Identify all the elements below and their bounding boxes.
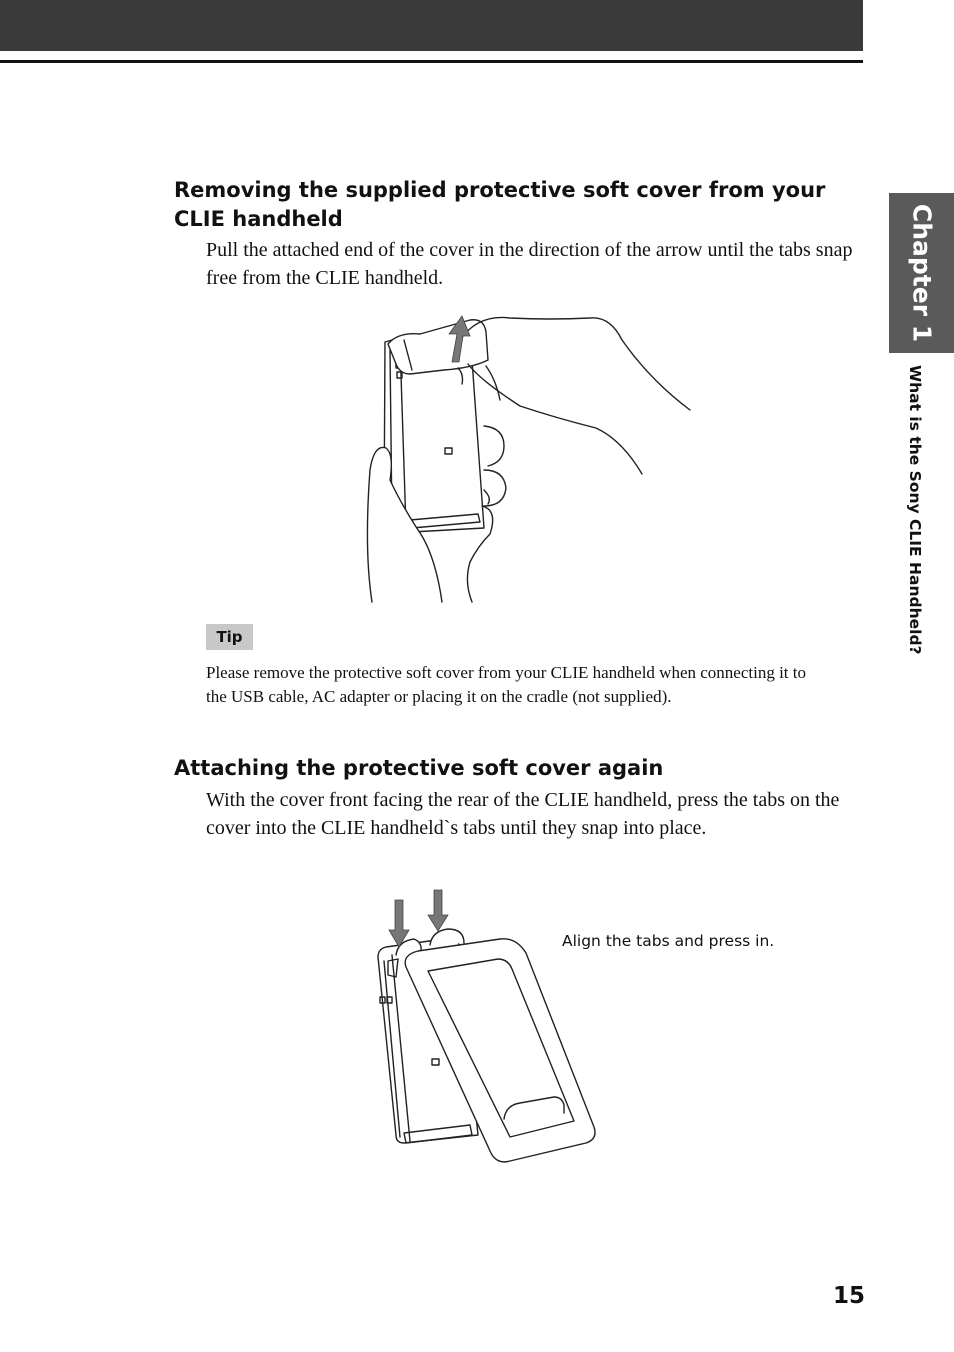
figure-caption-align-tabs: Align the tabs and press in. [562, 932, 775, 950]
figure-removing-cover [360, 310, 700, 610]
figure-attaching-cover [370, 885, 610, 1170]
section-body-attaching: With the cover front facing the rear of the CLIE handheld, press the tabs on the cover into the CLIE handheld`s tabs until they snap into place. [206, 789, 840, 839]
tip-text: Please remove the protective soft cover from your CLIE handheld when connecting it to the USB cable, AC adapter or placing it on the cradle (not supplied). [206, 663, 807, 706]
section-heading-removing: Removing the supplied protective soft cover from your CLIE handheld [174, 178, 826, 231]
header-rule [0, 60, 863, 63]
chapter-tab [889, 193, 954, 353]
header-bar [0, 0, 863, 51]
page-number: 15 [833, 1283, 866, 1309]
section-heading-attaching: Attaching the protective soft cover again [174, 756, 664, 780]
chapter-tab-label: Chapter 1 [907, 203, 936, 343]
section-side-title: What is the Sony CLIE Handheld? [906, 365, 924, 655]
section-body-removing: Pull the attached end of the cover in the direction of the arrow until the tabs snap free from the CLIE handheld. [206, 239, 853, 289]
tip-label: Tip [206, 624, 253, 650]
